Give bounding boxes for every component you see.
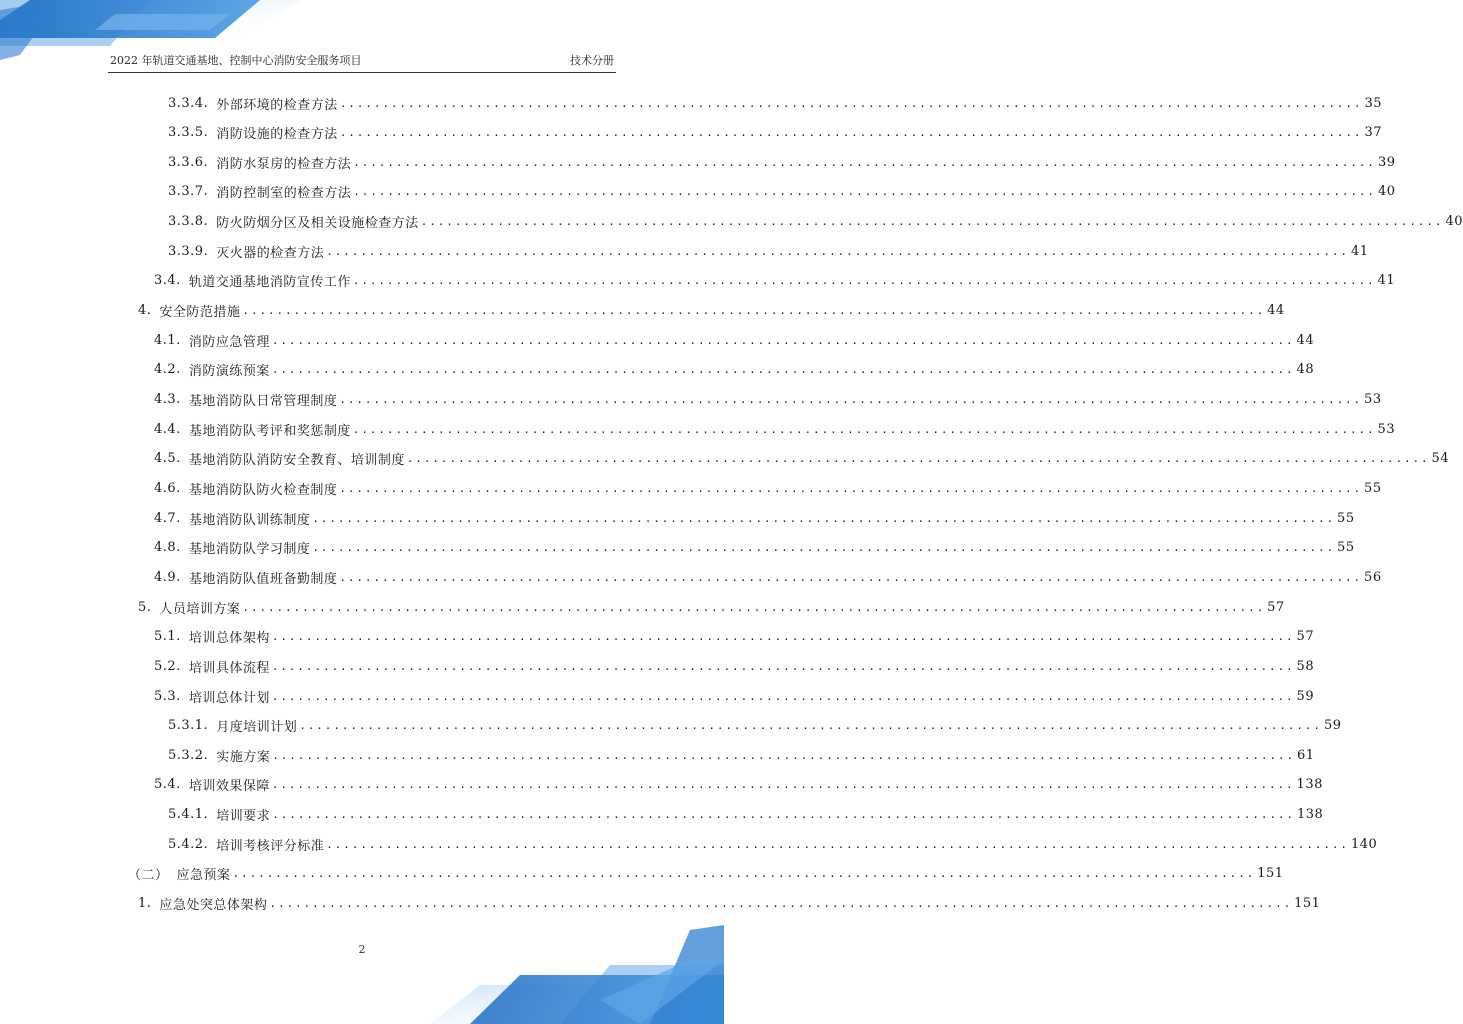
toc-entry-number: 5.3.2. (168, 747, 209, 763)
toc-entry-page: 55 (1364, 480, 1382, 496)
toc-entry[interactable] (168, 177, 1396, 207)
toc-entry-number: 5.3. (154, 688, 181, 704)
toc-entry-number: 4.7. (154, 510, 181, 526)
toc-entry-number: 4.4. (154, 421, 181, 437)
toc-entry-number: 4.9. (154, 569, 181, 585)
toc-entry-title: 应急处突总体架构 (159, 898, 268, 914)
toc-entry-number: 4.6. (154, 480, 181, 496)
toc-entry-title: 消防演练预案 (188, 364, 270, 380)
toc-entry-title: 培训具体流程 (188, 660, 270, 676)
toc-entry-page: 55 (1337, 510, 1355, 526)
toc-leader-dots: ........................................................................................................................ (269, 897, 1293, 911)
toc-entry-page: 61 (1296, 747, 1315, 763)
toc-entry[interactable] (154, 385, 1382, 415)
toc-leader-dots: ........................................................................................................................ (271, 363, 1295, 377)
toc-entry[interactable] (138, 592, 1285, 622)
toc-entry-number: 5.4. (154, 777, 181, 793)
toc-entry[interactable] (168, 711, 1342, 741)
toc-leader-dots: ........................................................................................................................ (326, 244, 1349, 258)
toc-entry-title: 月度培训计划 (216, 720, 298, 736)
toc-entry-page: 37 (1364, 125, 1382, 141)
toc-leader-dots: ........................................................................................................................ (271, 659, 1295, 673)
toc-entry-page: 39 (1377, 154, 1396, 170)
toc-entry-number: （二） (128, 868, 169, 884)
toc-leader-dots: ........................................................................................................................ (271, 333, 1295, 347)
toc-entry-page: 41 (1377, 273, 1396, 289)
toc-entry-title: 安全防范措施 (159, 305, 241, 321)
toc-entry-title: 消防应急管理 (188, 334, 270, 350)
toc-entry-number: 5.1. (154, 629, 181, 645)
toc-entry-page: 57 (1267, 599, 1285, 615)
page-number: 2 (358, 943, 366, 956)
toc-entry-number: 3.3.5. (168, 125, 209, 141)
toc-entry-number: 4.2. (154, 362, 181, 378)
toc-entry-title: 消防水泵房的检查方法 (216, 156, 352, 172)
toc-entry[interactable] (168, 147, 1396, 177)
toc-leader-dots: ........................................................................................................................ (272, 808, 1295, 822)
toc-entry-number: 4.3. (154, 392, 181, 407)
toc-entry-title: 防火防烟分区及相关设施检查方法 (216, 216, 419, 232)
toc-entry[interactable] (154, 503, 1355, 533)
toc-leader-dots: ........................................................................................................................ (353, 155, 1376, 169)
toc-entry-title: 人员培训方案 (159, 601, 241, 617)
toc-entry-title: 基地消防队防火检查制度 (188, 482, 338, 498)
toc-entry-title: 培训要求 (216, 809, 271, 825)
toc-leader-dots: ........................................................................................................................ (312, 541, 1336, 555)
toc-entry-number: 3.4. (154, 273, 181, 289)
toc-entry-page: 138 (1296, 777, 1323, 793)
toc-leader-dots: ........................................................................................................................ (339, 393, 1363, 406)
toc-entry-number: 4.5. (154, 451, 181, 467)
toc-leader-dots: ........................................................................................................................ (242, 304, 1266, 318)
toc-leader-dots: ........................................................................................................................ (406, 452, 1430, 466)
toc-entry[interactable] (154, 770, 1323, 800)
header-title: 2022 年轨道交通基地、控制中心消防安全服务项目 (110, 54, 362, 67)
toc-entry-number: 5.2. (154, 658, 181, 674)
toc-entry-title: 培训总体计划 (188, 690, 270, 706)
toc-entry[interactable] (154, 444, 1450, 474)
toc-entry-number: 5.4.2. (168, 836, 209, 852)
toc-entry-number: 5.4.1. (168, 807, 209, 823)
toc-entry-title: 实施方案 (216, 749, 271, 765)
toc-entry-page: 40 (1445, 214, 1463, 230)
toc-entry-page: 48 (1296, 362, 1315, 378)
toc-entry-number: 3.3.7. (168, 184, 209, 200)
toc-entry-page: 53 (1377, 421, 1396, 437)
toc-entry-title: 灭火器的检查方法 (216, 245, 325, 261)
toc-entry-number: 3.3.8. (168, 214, 209, 230)
toc-entry-title: 消防设施的检查方法 (216, 127, 338, 143)
toc-entry-number: 1. (138, 896, 152, 912)
toc-entry[interactable] (168, 829, 1378, 859)
toc-leader-dots: ........................................................................................................................ (271, 630, 1295, 644)
toc-entry[interactable] (154, 355, 1315, 385)
toc-entry[interactable] (154, 562, 1382, 592)
toc-entry-title: 消防控制室的检查方法 (216, 186, 352, 202)
toc-entry-number: 3.3.6. (168, 154, 209, 170)
toc-leader-dots: ........................................................................................................................ (339, 126, 1363, 140)
toc-entry-page: 55 (1337, 540, 1355, 556)
toc-entry[interactable] (154, 681, 1315, 711)
toc-leader-dots: ........................................................................................................................ (339, 96, 1363, 110)
header-section: 技术分册 (570, 54, 614, 67)
toc-entry-page: 151 (1257, 866, 1284, 882)
toc-entry-title: 培训考核评分标准 (216, 838, 325, 854)
toc-leader-dots: ........................................................................................................................ (272, 748, 1295, 762)
toc-entry[interactable] (154, 622, 1315, 652)
toc-entry-title: 应急预案 (176, 868, 231, 884)
toc-leader-dots: ........................................................................................................................ (326, 837, 1349, 851)
toc-leader-dots: ........................................................................................................................ (352, 422, 1376, 436)
toc-entry[interactable] (168, 740, 1315, 770)
toc-entry[interactable] (168, 800, 1324, 830)
toc-leader-dots: ........................................................................................................................ (312, 511, 1336, 525)
toc-entry-page: 138 (1296, 807, 1324, 823)
toc-entry-number: 4.8. (154, 540, 181, 556)
toc-leader-dots: ........................................................................................................................ (352, 274, 1376, 288)
toc-entry[interactable] (168, 236, 1369, 266)
header-mid-band (95, 14, 230, 30)
toc-entry[interactable] (138, 889, 1321, 919)
toc-entry-number: 5. (138, 599, 152, 615)
toc-leader-dots: ........................................................................................................................ (271, 689, 1295, 703)
toc-leader-dots: ........................................................................................................................ (420, 215, 1444, 229)
toc-entry-page: 54 (1431, 451, 1450, 467)
toc-leader-dots: ........................................................................................................................ (271, 778, 1295, 792)
toc-entry-number: 3.3.4. (168, 95, 209, 111)
toc-entry-number: 5.3.1. (168, 718, 209, 734)
toc-entry-page: 59 (1296, 688, 1315, 704)
toc-entry[interactable] (138, 296, 1285, 326)
toc-leader-dots: ........................................................................................................................ (299, 719, 1322, 733)
toc-entry[interactable] (168, 118, 1382, 148)
toc-leader-dots: ........................................................................................................................ (339, 481, 1363, 495)
toc-entry[interactable] (154, 473, 1382, 503)
toc-entry-page: 44 (1267, 303, 1285, 319)
toc-entry-title: 轨道交通基地消防宣传工作 (188, 275, 351, 291)
toc-entry[interactable] (168, 88, 1382, 118)
toc-entry-title: 外部环境的检查方法 (216, 97, 338, 113)
toc-entry[interactable] (154, 325, 1315, 355)
toc-entry[interactable] (154, 533, 1355, 563)
toc-entry-title: 基地消防队考评和奖惩制度 (188, 423, 351, 439)
toc-entry-page: 53 (1364, 392, 1382, 407)
toc-entry-page: 40 (1377, 184, 1396, 200)
toc-entry[interactable] (154, 414, 1396, 444)
toc-leader-dots: ........................................................................................................................ (232, 867, 1256, 881)
toc-entry-page: 140 (1350, 836, 1378, 852)
toc-entry-page: 41 (1350, 243, 1369, 259)
toc-entry[interactable] (168, 207, 1463, 237)
toc-entry-title: 基地消防队学习制度 (188, 542, 311, 558)
toc-entry-page: 59 (1323, 718, 1342, 734)
toc-entry-title: 培训效果保障 (188, 779, 270, 795)
toc-entry-title: 基地消防队日常管理制度 (188, 394, 338, 409)
toc-entry-page: 57 (1296, 629, 1315, 645)
toc-leader-dots: ........................................................................................................................ (242, 600, 1266, 614)
toc-entry-number: 3.3.9. (168, 243, 209, 259)
toc-entry-title: 基地消防队值班备勤制度 (188, 571, 338, 587)
toc-entry-number: 4.1. (154, 332, 181, 348)
toc-entry[interactable] (154, 266, 1396, 296)
toc-entry-page: 56 (1364, 569, 1382, 585)
toc-entry-page: 35 (1364, 95, 1382, 111)
toc-entry[interactable] (154, 651, 1315, 681)
toc-leader-dots: ........................................................................................................................ (339, 570, 1363, 584)
toc-entry-page: 44 (1296, 332, 1315, 348)
toc-entry-title: 基地消防队消防安全教育、培训制度 (188, 453, 405, 469)
toc-entry-title: 培训总体架构 (188, 631, 270, 647)
toc-entry-page: 58 (1296, 658, 1315, 674)
toc-entry-page: 151 (1294, 896, 1321, 912)
page-header (108, 50, 616, 73)
toc-entry-title: 基地消防队训练制度 (188, 512, 311, 528)
toc-leader-dots: ........................................................................................................................ (353, 185, 1376, 199)
toc-entry[interactable] (128, 859, 1284, 889)
toc-entry-number: 4. (138, 303, 152, 319)
